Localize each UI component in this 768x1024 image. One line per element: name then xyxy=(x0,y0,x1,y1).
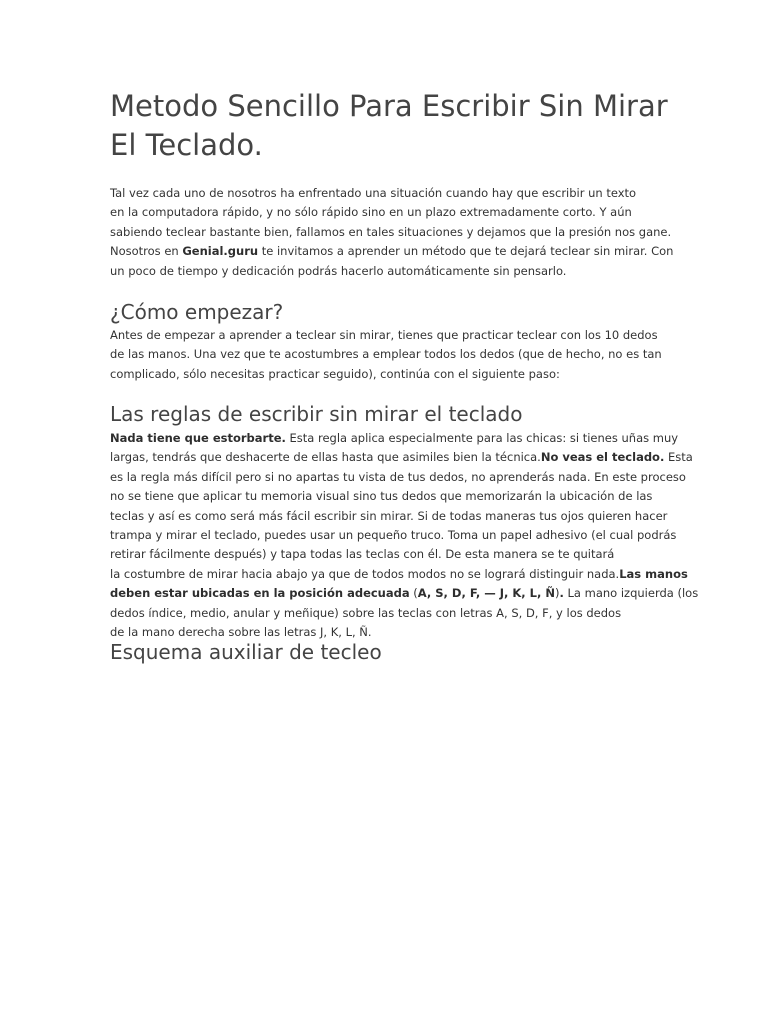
text-span: es la regla más difícil pero si no apartas tu vista de tus dedos, no aprenderás nada. En este proceso xyxy=(110,469,686,484)
text-span: Esta regla aplica especialmente para las chicas: si tienes uñas muy xyxy=(285,431,679,445)
text-span: dedos índice, medio, anular y meñique) sobre las teclas con letras A, S, D, F, y los dedos xyxy=(110,605,622,620)
text-line xyxy=(110,545,614,564)
text-span: de las manos. Una vez que te acostumbres a emplear todos los dedos (que de hecho, no es tan xyxy=(110,347,662,362)
text-span: Antes de empezar a aprender a teclear sin mirar, tienes que practicar teclear con los 10 dedos xyxy=(110,328,658,342)
text-line xyxy=(110,203,632,222)
text-span: no se tiene que aplicar tu memoria visual sino tus dedos que memorizarán la ubicación de las xyxy=(110,489,653,504)
text-line xyxy=(110,604,621,623)
section-heading-esquema: Esquema auxiliar de tecleo xyxy=(110,640,382,664)
text-line xyxy=(110,526,676,545)
text-span: retirar fácilmente después) y tapa todas las teclas con él. De esta manera se te quitará xyxy=(110,547,615,562)
text-line xyxy=(110,345,662,364)
text-span: ) xyxy=(554,586,560,601)
text-line xyxy=(110,429,678,448)
text-span: ( xyxy=(409,586,418,601)
text-span: teclas y así es como será más fácil escribir sin mirar. Si de todas maneras tus ojos quieren hacer xyxy=(110,508,668,523)
bold-text: Las manos xyxy=(619,566,688,581)
text-line xyxy=(110,365,560,384)
text-span: Nosotros en xyxy=(110,244,183,259)
text-span: largas, tendrás que deshacerte de ellas hasta que asimiles bien la técnica. xyxy=(110,450,541,465)
bold-text: . xyxy=(559,586,564,601)
text-span: en la computadora rápido, y no sólo rápido sino en un plazo extremadamente corto. Y aún xyxy=(110,205,632,220)
bold-text: Nada tiene que estorbarte. xyxy=(110,431,286,445)
bold-text: Genial.guru xyxy=(182,244,259,259)
text-line xyxy=(110,565,688,584)
text-line xyxy=(110,584,698,603)
page-title-line-2: El Teclado. xyxy=(110,128,263,162)
text-span: Esta xyxy=(664,450,693,465)
text-line xyxy=(110,326,658,345)
text-span: de la mano derecha sobre las letras J, K, L, Ñ. xyxy=(110,625,372,639)
text-span: complicado, sólo necesitas practicar seguido), continúa con el siguiente paso: xyxy=(110,366,560,381)
text-span: Tal vez cada uno de nosotros ha enfrentado una situación cuando hay que escribir un texto xyxy=(110,186,637,200)
text-span: trampa y mirar el teclado, puedes usar un pequeño truco. Toma un papel adhesivo (el cual podrás xyxy=(110,528,677,542)
text-line xyxy=(110,262,566,281)
text-line xyxy=(110,223,671,242)
text-span: La mano izquierda (los xyxy=(563,586,699,601)
section-heading-reglas: Las reglas de escribir sin mirar el teclado xyxy=(110,402,523,426)
bold-text: A, S, D, F, — J, K, L, Ñ xyxy=(417,586,555,601)
text-line xyxy=(110,487,652,506)
text-span: sabiendo teclear bastante bien, fallamos en tales situaciones y dejamos que la presión nos gane. xyxy=(110,224,672,239)
text-line xyxy=(110,448,693,467)
page-title-line-1: Metodo Sencillo Para Escribir Sin Mirar xyxy=(110,89,668,123)
section-heading-como-empezar: ¿Cómo empezar? xyxy=(110,300,284,324)
text-line xyxy=(110,507,667,526)
text-span: un poco de tiempo y dedicación podrás hacerlo automáticamente sin pensarlo. xyxy=(110,263,567,278)
bold-text: No veas el teclado. xyxy=(540,450,665,465)
text-span: la costumbre de mirar hacia abajo ya que de todos modos no se logrará distinguir nada. xyxy=(110,566,620,581)
text-span: te invitamos a aprender un método que te dejará teclear sin mirar. Con xyxy=(258,244,674,259)
text-line xyxy=(110,468,686,487)
text-line xyxy=(110,184,636,203)
bold-text: deben estar ubicadas en la posición adecuada xyxy=(110,586,410,601)
text-line xyxy=(110,242,673,261)
